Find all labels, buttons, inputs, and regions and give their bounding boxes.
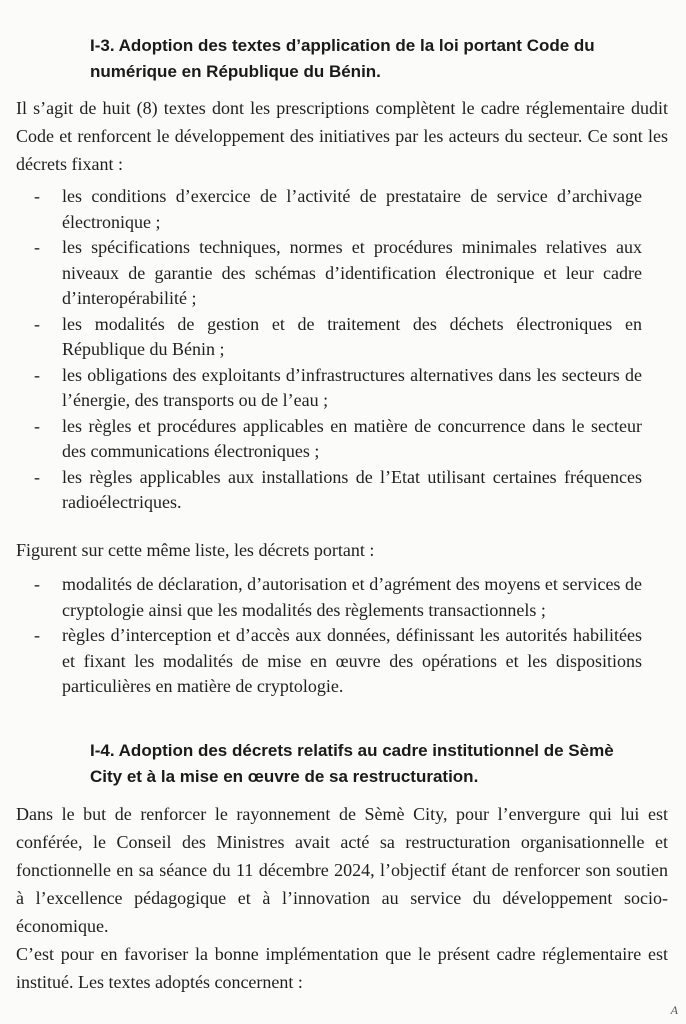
list-item: - les règles et procédures applicables en matière de concurrence dans le secteur des communications électroniques ; [28, 414, 642, 465]
decree-list-1 [28, 184, 642, 516]
list-item: - les modalités de gestion et de traitement des déchets électroniques en République du Bénin ; [28, 312, 642, 363]
section-heading-i3: I-3. Adoption des textes d’application de la loi portant Code du numérique en République du Bénin. [90, 36, 595, 81]
list-item: - les règles applicables aux installations de l’Etat utilisant certaines fréquences radioélectriques. [28, 465, 642, 516]
list-item: - les obligations des exploitants d’infrastructures alternatives dans les secteurs de l’énergie, des transports ou de l’eau ; [28, 363, 642, 414]
section-heading-i4: I-4. Adoption des décrets relatifs au cadre institutionnel de Sèmè City et à la mise en œuvre de sa restructuration. [90, 741, 614, 786]
corner-mark: A [670, 1003, 678, 1017]
list-item: - règles d’interception et d’accès aux données, définissant les autorités habilitées et fixant les modalités de mise en œuvre des opérations et les dispositions particulières en matière de cryptologie. [28, 623, 642, 700]
list-item: - modalités de déclaration, d’autorisation et d’agrément des moyens et services de cryptologie ainsi que les modalités des règlements transactionnels ; [28, 572, 642, 623]
section-i4-paragraph-2: C’est pour en favoriser la bonne implémentation que le présent cadre réglementaire est institué. Les textes adoptés concernent : [16, 944, 668, 992]
list-intro: Figurent sur cette même liste, les décrets portant : [16, 540, 375, 560]
decree-list-2 [28, 572, 642, 700]
section-i3-intro: Il s’agit de huit (8) textes dont les prescriptions complètent le cadre réglementaire dudit Code et renforcent le développement des initiatives par les acteurs du secteur. Ce sont les décrets fixant : [16, 98, 668, 174]
list-item: - les spécifications techniques, normes et procédures minimales relatives aux niveaux de garantie des schémas d’identification électronique et leur cadre d’interopérabilité ; [28, 235, 642, 312]
list-item: - les conditions d’exercice de l’activité de prestataire de service d’archivage électronique ; [28, 184, 642, 235]
section-i4-paragraph-1: Dans le but de renforcer le rayonnement de Sèmè City, pour l’envergure qui lui est conférée, le Conseil des Ministres avait acté sa restructuration organisationnelle et fonctionnelle en sa séance du 11 décembre 2024, l’objectif étant de renforcer son soutien à l’excellence pédagogique et à l’innovation au service du développement socio-économique. [16, 804, 668, 936]
